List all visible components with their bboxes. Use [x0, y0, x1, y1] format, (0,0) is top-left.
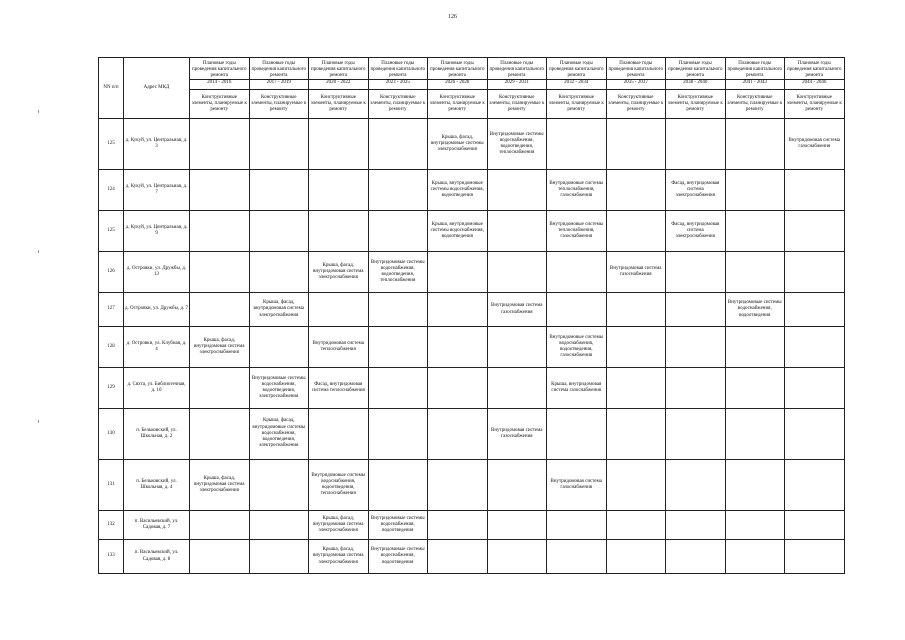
repair-elements-cell: Фасад, внутридомовая система электроснабжения	[666, 211, 726, 252]
repair-elements-cell	[547, 511, 607, 540]
repair-elements-cell	[368, 170, 428, 211]
repair-elements-cell: Фасад, внутридомовая система теплоснабжения	[309, 368, 369, 409]
repair-elements-cell	[785, 368, 845, 409]
period-years: 2023 - 2025	[369, 79, 428, 86]
repair-elements-cell: Внутридомовые системы водоснабжения, водоотведения, газоснабжения	[547, 327, 607, 368]
repair-elements-cell	[190, 540, 250, 574]
repair-elements-cell	[368, 211, 428, 252]
row-number: 128	[99, 327, 124, 368]
row-address: п. Бельковский, ул. Школьная, д. 4	[124, 460, 190, 511]
repair-elements-cell	[666, 327, 726, 368]
row-address: д. Островки, ул. Клубная, д. 4	[124, 327, 190, 368]
repair-elements-cell	[725, 211, 785, 252]
repair-elements-cell	[725, 460, 785, 511]
repair-elements-cell: Внутридомовые системы водоснабжения, водоотведения, электроснабжения	[249, 368, 309, 409]
repair-elements-cell	[487, 511, 547, 540]
repair-elements-cell	[368, 119, 428, 170]
period-header	[249, 58, 309, 90]
period-years: 2044 - 2046	[785, 79, 844, 86]
repair-elements-cell: Фасад, внутридомовая система электроснабжения	[666, 170, 726, 211]
header-row-elements	[99, 90, 845, 119]
repair-elements-cell	[487, 170, 547, 211]
row-address: д. Островки, ул. Дружбы, д. 13	[124, 252, 190, 293]
row-address: д. Кукуй, ул. Центральная, д. 3	[124, 119, 190, 170]
period-caption: Плановые годы проведения капитального ремонта	[191, 60, 247, 78]
row-number: 133	[99, 540, 124, 574]
row-address: д. Островки, ул. Дружбы, д. 7	[124, 293, 190, 327]
table-row	[99, 409, 845, 460]
table-row	[99, 511, 845, 540]
period-years: 2032 - 2034	[547, 79, 606, 86]
row-number: 124	[99, 170, 124, 211]
repair-elements-cell	[428, 460, 488, 511]
period-caption: Плановые годы проведения капитального ремонта	[251, 60, 307, 78]
repair-elements-cell	[190, 409, 250, 460]
period-caption: Плановые годы проведения капитального ремонта	[370, 60, 426, 78]
period-header	[190, 58, 250, 90]
repair-elements-cell	[368, 327, 428, 368]
repair-elements-cell	[249, 511, 309, 540]
elements-header: Конструктивные элементы, планируемые к ремонту	[428, 90, 488, 119]
repair-elements-cell	[487, 327, 547, 368]
period-years: 2029 - 2031	[488, 79, 547, 86]
repair-elements-cell: Внутридомовые системы водоснабжения, водоотведения	[368, 511, 428, 540]
repair-elements-cell	[368, 368, 428, 409]
period-header	[606, 58, 666, 90]
period-header	[368, 58, 428, 90]
period-years: 2035 - 2037	[607, 79, 666, 86]
repair-elements-cell	[785, 293, 845, 327]
repair-elements-cell	[725, 252, 785, 293]
period-header	[725, 58, 785, 90]
period-caption: Плановые годы проведения капитального ремонта	[727, 60, 783, 78]
binding-mark	[38, 420, 39, 423]
repair-elements-cell	[249, 460, 309, 511]
repair-elements-cell	[547, 293, 607, 327]
repair-elements-cell	[249, 170, 309, 211]
row-number: 130	[99, 409, 124, 460]
repair-elements-cell	[785, 460, 845, 511]
elements-header: Конструктивные элементы, планируемые к ремонту	[487, 90, 547, 119]
repair-elements-cell	[606, 409, 666, 460]
repair-elements-cell: Внутридомовая система газоснабжения	[487, 409, 547, 460]
repair-elements-cell: Внутридомовые системы теплоснабжения, газоснабжения	[547, 211, 607, 252]
repair-elements-cell	[666, 252, 726, 293]
num-header: NN п/п	[99, 58, 124, 119]
repair-elements-cell	[666, 368, 726, 409]
repair-elements-cell	[547, 252, 607, 293]
repair-elements-cell: Внутридомовая система газоснабжения	[547, 460, 607, 511]
repair-elements-cell	[785, 170, 845, 211]
period-caption: Плановые годы проведения капитального ремонта	[429, 60, 485, 78]
elements-header: Конструктивные элементы, планируемые к ремонту	[190, 90, 250, 119]
row-address: п. Васильевский, ул. Садовая, д. 7	[124, 511, 190, 540]
repair-elements-cell: Крыша, фасад, внутридомовая система электроснабжения	[190, 327, 250, 368]
table-row	[99, 368, 845, 409]
row-number: 131	[99, 460, 124, 511]
row-address: д. Сяхта, ул. Библиотечная, д. 10	[124, 368, 190, 409]
repair-elements-cell	[725, 170, 785, 211]
repair-elements-cell: Крыша, фасад, внутридомовая система электроснабжения	[249, 293, 309, 327]
period-caption: Плановые годы проведения капитального ремонта	[548, 60, 604, 78]
period-caption: Плановые годы проведения капитального ремонта	[310, 60, 366, 78]
row-number: 125	[99, 211, 124, 252]
row-number: 129	[99, 368, 124, 409]
repair-elements-cell	[666, 119, 726, 170]
repair-elements-cell	[309, 211, 369, 252]
repair-elements-cell	[547, 540, 607, 574]
row-address: д. Кукуй, ул. Центральная, д. 9	[124, 211, 190, 252]
repair-elements-cell	[428, 540, 488, 574]
repair-elements-cell	[606, 540, 666, 574]
elements-header: Конструктивные элементы, планируемые к ремонту	[368, 90, 428, 119]
repair-elements-cell: Крыша, фасад, внутридомовая система электроснабжения	[190, 460, 250, 511]
period-header	[547, 58, 607, 90]
table-row	[99, 293, 845, 327]
period-years: 2041 - 2043	[726, 79, 785, 86]
repair-elements-cell: Крыша, фасад, внутридомовая система электроснабжения	[309, 540, 369, 574]
repair-elements-cell	[309, 170, 369, 211]
period-header	[309, 58, 369, 90]
binding-mark	[38, 110, 39, 113]
repair-elements-cell	[666, 540, 726, 574]
repair-elements-cell: Внутридомовые системы теплоснабжения, газоснабжения	[547, 170, 607, 211]
repair-elements-cell	[725, 119, 785, 170]
repair-elements-cell	[190, 252, 250, 293]
period-header	[666, 58, 726, 90]
repair-elements-cell: Внутридомовые системы водоснабжения, водоотведения, теплоснабжения	[309, 460, 369, 511]
repair-elements-cell: Внутридомовая система газоснабжения	[606, 252, 666, 293]
table-row	[99, 327, 845, 368]
repair-elements-cell	[190, 511, 250, 540]
repair-elements-cell	[725, 409, 785, 460]
repair-elements-cell	[487, 368, 547, 409]
row-address: п. Васильевский, ул. Садовая, д. 8	[124, 540, 190, 574]
repair-elements-cell	[785, 211, 845, 252]
repair-elements-cell	[309, 119, 369, 170]
elements-header: Конструктивные элементы, планируемые к ремонту	[249, 90, 309, 119]
elements-header: Конструктивные элементы, планируемые к ремонту	[547, 90, 607, 119]
repair-elements-cell	[249, 327, 309, 368]
repair-elements-cell	[368, 460, 428, 511]
period-header	[428, 58, 488, 90]
repair-elements-cell: Внутридомовая система теплоснабжения	[309, 327, 369, 368]
elements-header: Конструктивные элементы, планируемые к ремонту	[606, 90, 666, 119]
repair-elements-cell: Крыша, внутридомовые системы водоснабжения, водоотведения	[428, 170, 488, 211]
repair-elements-cell	[249, 540, 309, 574]
repair-elements-cell	[309, 409, 369, 460]
repair-elements-cell	[606, 119, 666, 170]
table-row	[99, 170, 845, 211]
repair-elements-cell	[487, 460, 547, 511]
repair-elements-cell	[785, 409, 845, 460]
period-caption: Плановые годы проведения капитального ремонта	[786, 60, 842, 78]
repair-elements-cell	[785, 540, 845, 574]
repair-elements-cell	[368, 409, 428, 460]
repair-elements-cell: Крыша, фасад, внутридомовая система электроснабжения	[309, 252, 369, 293]
repair-elements-cell	[428, 368, 488, 409]
table-row	[99, 460, 845, 511]
repair-elements-cell	[249, 211, 309, 252]
capital-repair-plan-table	[98, 57, 845, 574]
repair-elements-cell	[606, 511, 666, 540]
repair-elements-cell: Крыша, внутридомовые системы водоснабжения, водоотведения	[428, 211, 488, 252]
binding-mark	[38, 250, 39, 253]
period-years: 2020 - 2022	[309, 79, 368, 86]
repair-elements-cell	[725, 327, 785, 368]
repair-elements-cell: Крыша, фасад, внутридомовая система электроснабжения	[309, 511, 369, 540]
repair-elements-cell	[666, 409, 726, 460]
period-years: 2026 - 2028	[428, 79, 487, 86]
repair-elements-cell: Внутридомовые системы водоснабжения, водоотведения, теплоснабжения	[487, 119, 547, 170]
repair-elements-cell	[725, 540, 785, 574]
elements-header: Конструктивные элементы, планируемые к ремонту	[725, 90, 785, 119]
page-number: 126	[448, 14, 457, 20]
repair-elements-cell: Внутридомовая система газоснабжения	[785, 119, 845, 170]
repair-elements-cell	[606, 327, 666, 368]
repair-elements-cell: Крыша, фасад, внутридомовые системы водоснабжения, водоотведения, электроснабжения	[249, 409, 309, 460]
repair-elements-cell	[249, 119, 309, 170]
period-header	[487, 58, 547, 90]
repair-elements-cell	[428, 252, 488, 293]
repair-elements-cell	[368, 293, 428, 327]
repair-elements-cell	[785, 327, 845, 368]
row-number: 126	[99, 252, 124, 293]
repair-elements-cell: Внутридомовая система газоснабжения	[487, 293, 547, 327]
repair-elements-cell: Внутридомовые системы водоснабжения, водоотведения	[725, 293, 785, 327]
period-years: 2014 - 2016	[190, 79, 249, 86]
period-caption: Плановые годы проведения капитального ремонта	[667, 60, 723, 78]
repair-elements-cell	[428, 293, 488, 327]
row-address: д. Кукуй, ул. Центральная, д. 7	[124, 170, 190, 211]
repair-elements-cell	[666, 293, 726, 327]
repair-elements-cell	[487, 252, 547, 293]
repair-elements-cell	[428, 327, 488, 368]
repair-elements-cell	[666, 460, 726, 511]
period-caption: Плановые годы проведения капитального ремонта	[608, 60, 664, 78]
repair-elements-cell	[487, 211, 547, 252]
row-number: 127	[99, 293, 124, 327]
table-row	[99, 252, 845, 293]
repair-elements-cell	[606, 368, 666, 409]
elements-header: Конструктивные элементы, планируемые к ремонту	[666, 90, 726, 119]
repair-elements-cell	[190, 293, 250, 327]
repair-elements-cell	[606, 293, 666, 327]
repair-elements-cell	[725, 511, 785, 540]
repair-elements-cell	[487, 540, 547, 574]
repair-elements-cell	[785, 252, 845, 293]
repair-elements-cell	[547, 409, 607, 460]
repair-elements-cell: Внутридомовые системы водоснабжения, водоотведения	[368, 540, 428, 574]
repair-elements-cell	[606, 211, 666, 252]
header-row-periods	[99, 58, 845, 90]
row-number: 125	[99, 119, 124, 170]
repair-elements-cell	[547, 119, 607, 170]
repair-elements-cell: Крыша, фасад, внутридомовые системы электроснабжения	[428, 119, 488, 170]
table-body	[99, 119, 845, 574]
repair-elements-cell	[666, 511, 726, 540]
repair-elements-cell	[785, 511, 845, 540]
repair-elements-cell	[309, 293, 369, 327]
repair-elements-cell	[249, 252, 309, 293]
table-row	[99, 211, 845, 252]
repair-elements-cell	[606, 460, 666, 511]
period-years: 2038 - 2040	[666, 79, 725, 86]
repair-elements-cell: Внутридомовые системы водоснабжения, водоотведения, теплоснабжения	[368, 252, 428, 293]
repair-elements-cell	[606, 170, 666, 211]
repair-elements-cell	[428, 511, 488, 540]
repair-elements-cell	[190, 119, 250, 170]
repair-elements-cell	[190, 211, 250, 252]
repair-elements-cell: Крыша, внутридомовая система газоснабжения	[547, 368, 607, 409]
repair-elements-cell	[190, 170, 250, 211]
repair-elements-cell	[725, 368, 785, 409]
repair-elements-cell	[428, 409, 488, 460]
period-header	[785, 58, 845, 90]
period-caption: Плановые годы проведения капитального ремонта	[489, 60, 545, 78]
elements-header: Конструктивные элементы, планируемые к ремонту	[785, 90, 845, 119]
elements-header: Конструктивные элементы, планируемые к ремонту	[309, 90, 369, 119]
row-address: п. Бельковский, ул. Школьная, д. 2	[124, 409, 190, 460]
period-years: 2017 - 2019	[250, 79, 309, 86]
repair-elements-cell	[190, 368, 250, 409]
table-row	[99, 540, 845, 574]
table-row	[99, 119, 845, 170]
address-header: Адрес МКД	[124, 58, 190, 119]
row-number: 132	[99, 511, 124, 540]
